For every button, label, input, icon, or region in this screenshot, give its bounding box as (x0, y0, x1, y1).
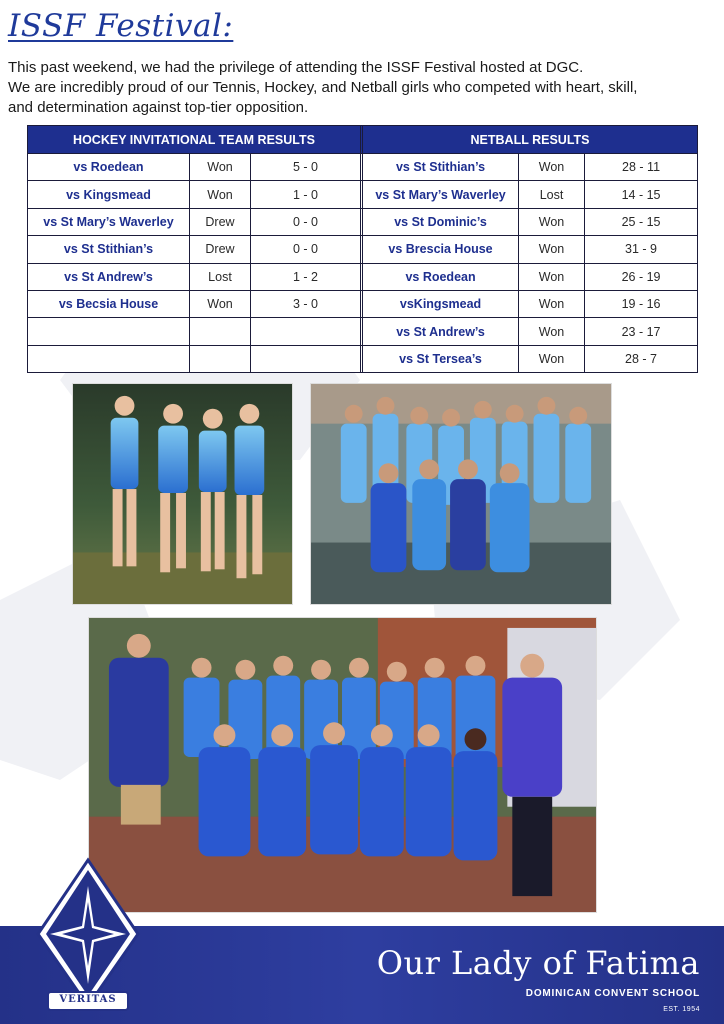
hockey-score-cell: 5 - 0 (251, 154, 361, 181)
netball-result-cell: Won (519, 345, 585, 372)
hockey-result-cell (190, 345, 251, 372)
netball-result-cell: Won (519, 318, 585, 345)
netball-team-cell: vs Roedean (363, 263, 519, 290)
page-title: ISSF Festival: (8, 8, 234, 44)
netball-heading: NETBALL RESULTS (363, 126, 698, 154)
netball-score-cell: 31 - 9 (585, 236, 698, 263)
hockey-result-cell: Drew (190, 236, 251, 263)
netball-score-cell: 26 - 19 (585, 263, 698, 290)
netball-team-cell: vs St Andrew’s (363, 318, 519, 345)
netball-result-cell: Won (519, 236, 585, 263)
table-row (28, 208, 698, 235)
netball-result-cell: Lost (519, 181, 585, 208)
intro-line: and determination against top-tier opposition. (8, 99, 309, 116)
results-table (27, 125, 698, 373)
hockey-team-cell: vs St Andrew’s (28, 263, 190, 290)
crest-motto: VERITAS (59, 994, 117, 1005)
hockey-team-cell: vs St Stithian’s (28, 236, 190, 263)
netball-team-cell: vs Brescia House (363, 236, 519, 263)
hockey-result-cell: Lost (190, 263, 251, 290)
table-row (28, 154, 698, 181)
hockey-score-cell: 0 - 0 (251, 236, 361, 263)
table-header-row (28, 126, 698, 154)
hockey-team-cell (28, 345, 190, 372)
netball-score-cell: 28 - 11 (585, 154, 698, 181)
hockey-score-cell: 1 - 2 (251, 263, 361, 290)
hockey-heading: HOCKEY INVITATIONAL TEAM RESULTS (28, 126, 361, 154)
intro-text (8, 58, 718, 118)
table-row (28, 181, 698, 208)
netball-score-cell: 23 - 17 (585, 318, 698, 345)
table-row (28, 345, 698, 372)
netball-result-cell: Won (519, 290, 585, 317)
hockey-team-cell: vs St Mary’s Waverley (28, 208, 190, 235)
school-name: Our Lady of Fatima (376, 944, 700, 982)
hockey-team-cell: vs Kingsmead (28, 181, 190, 208)
hockey-result-cell (190, 318, 251, 345)
hockey-team-cell: vs Becsia House (28, 290, 190, 317)
netball-team-cell: vs St Mary’s Waverley (363, 181, 519, 208)
intro-line: We are incredibly proud of our Tennis, Hockey, and Netball girls who competed with heart, skill, (8, 79, 638, 96)
hockey-score-cell: 0 - 0 (251, 208, 361, 235)
table-row (28, 318, 698, 345)
school-subtitle: DOMINICAN CONVENT SCHOOL (525, 988, 700, 999)
school-established: EST. 1954 (663, 1006, 700, 1013)
hockey-score-cell (251, 318, 361, 345)
netball-team-cell: vs St Dominic’s (363, 208, 519, 235)
netball-score-cell: 14 - 15 (585, 181, 698, 208)
hockey-team-cell: vs Roedean (28, 154, 190, 181)
netball-score-cell: 19 - 16 (585, 290, 698, 317)
hockey-score-cell (251, 345, 361, 372)
school-crest-icon (34, 856, 142, 1016)
netball-result-cell: Won (519, 154, 585, 181)
netball-team-photo (310, 383, 612, 605)
hockey-team-cell (28, 318, 190, 345)
hockey-result-cell: Drew (190, 208, 251, 235)
netball-team-cell: vs St Tersea’s (363, 345, 519, 372)
netball-result-cell: Won (519, 263, 585, 290)
netball-team-cell: vsKingsmead (363, 290, 519, 317)
hockey-result-cell: Won (190, 181, 251, 208)
table-row (28, 263, 698, 290)
table-row (28, 236, 698, 263)
hockey-team-photo (72, 383, 293, 605)
intro-line: This past weekend, we had the privilege of attending the ISSF Festival hosted at DGC. (8, 59, 584, 76)
netball-team-cell: vs St Stithian’s (363, 154, 519, 181)
netball-result-cell: Won (519, 208, 585, 235)
hockey-score-cell: 1 - 0 (251, 181, 361, 208)
large-team-photo (88, 617, 597, 913)
netball-score-cell: 28 - 7 (585, 345, 698, 372)
netball-score-cell: 25 - 15 (585, 208, 698, 235)
table-row (28, 290, 698, 317)
hockey-score-cell: 3 - 0 (251, 290, 361, 317)
hockey-result-cell: Won (190, 290, 251, 317)
hockey-result-cell: Won (190, 154, 251, 181)
